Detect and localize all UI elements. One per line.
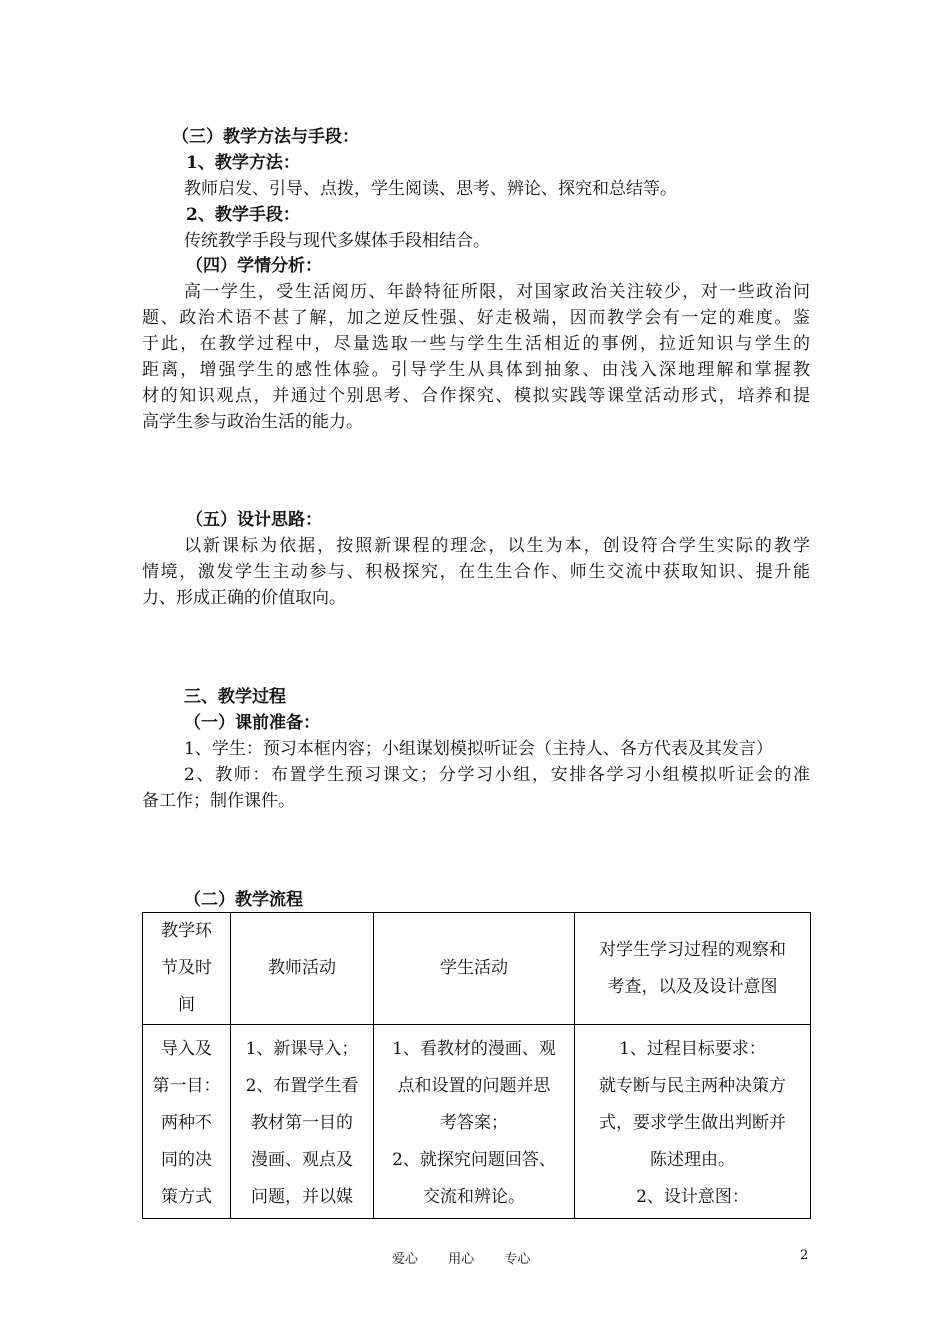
table-header-row (143, 913, 811, 1025)
preparation-teacher-line: 2、教师：布置学生预习课文；分学习小组，安排各学习小组模拟听证会的准 (184, 765, 810, 785)
section-heading-teaching-process: 三、教学过程 (184, 687, 286, 707)
section-heading-learner-analysis: （四）学情分析： (186, 256, 322, 276)
subheading-class-preparation: （一）课前准备： (184, 713, 320, 733)
header-cell-stage-time: 教学环 节及时 间 (143, 913, 231, 1025)
cell-teacher-activity: 1、新课导入； 2、布置学生看 教材第一目的 漫画、观点及 问题，并以媒 (231, 1025, 374, 1219)
teaching-flow-table (142, 912, 811, 1219)
paragraph-teaching-means: 传统教学手段与现代多媒体手段相结合。 (184, 231, 490, 251)
section-heading-methods: （三）教学方法与手段： (172, 127, 359, 147)
subheading-teaching-means: 2、教学手段： (186, 205, 300, 225)
learner-analysis-line: 题、政治术语不甚了解，加之逆反性强、好走极端，因而教学会有一定的难度。鉴 (142, 308, 810, 328)
subheading-teaching-flow: （二）教学流程 (184, 890, 303, 910)
footer-motto (392, 1248, 556, 1267)
cell-stage-time: 导入及 第一目： 两种不 同的决 策方式 (143, 1025, 231, 1219)
cell-observation-design: 1、过程目标要求： 就专断与民主两种决策方 式，要求学生做出判断并 陈述理由。 2、设计意图： (575, 1025, 811, 1219)
header-cell-teacher-activity: 教师活动 (231, 913, 374, 1025)
preparation-student-line: 1、学生：预习本框内容；小组谋划模拟听证会（主持人、各方代表及其发言） (184, 739, 773, 759)
learner-analysis-line: 高学生参与政治生活的能力。 (142, 412, 363, 432)
learner-analysis-line: 高一学生，受生活阅历、年龄特征所限，对国家政治关注较少，对一些政治问 (184, 282, 810, 302)
learner-analysis-line: 于此，在教学过程中，尽量选取一些与学生生活相近的事例，拉近知识与学生的 (142, 334, 810, 354)
preparation-teacher-line-cont: 备工作；制作课件。 (142, 791, 295, 811)
header-cell-observation-design: 对学生学习过程的观察和 考查，以及及设计意图 (575, 913, 811, 1025)
page-number: 2 (800, 1248, 809, 1263)
subheading-teaching-method: 1、教学方法： (186, 153, 300, 173)
paragraph-teaching-method: 教师启发、引导、点拨，学生阅读、思考、辨论、探究和总结等。 (184, 179, 677, 199)
design-idea-line: 以新课标为依据，按照新课程的理念，以生为本，创设符合学生实际的教学 (184, 536, 810, 556)
learner-analysis-line: 距离，增强学生的感性体验。引导学生从具体到抽象、由浅入深地理解和掌握教 (142, 360, 810, 380)
footer-word: 专心 (504, 1252, 531, 1267)
header-cell-student-activity: 学生活动 (374, 913, 575, 1025)
footer-word: 用心 (448, 1252, 475, 1267)
design-idea-line: 力、形成正确的价值取向。 (142, 588, 346, 608)
learner-analysis-line: 材的知识观点，并通过个别思考、合作探究、模拟实践等课堂活动形式，培养和提 (142, 386, 810, 406)
design-idea-line: 情境，激发学生主动参与、积极探究，在生生合作、师生交流中获取知识、提升能 (142, 562, 810, 582)
table-row (143, 1025, 811, 1219)
cell-student-activity: 1、看教材的漫画、观 点和设置的问题并思 考答案； 2、就探究问题回答、 交流和辨论。 (374, 1025, 575, 1219)
section-heading-design-idea: （五）设计思路： (186, 510, 322, 530)
footer-word: 爱心 (392, 1252, 419, 1267)
